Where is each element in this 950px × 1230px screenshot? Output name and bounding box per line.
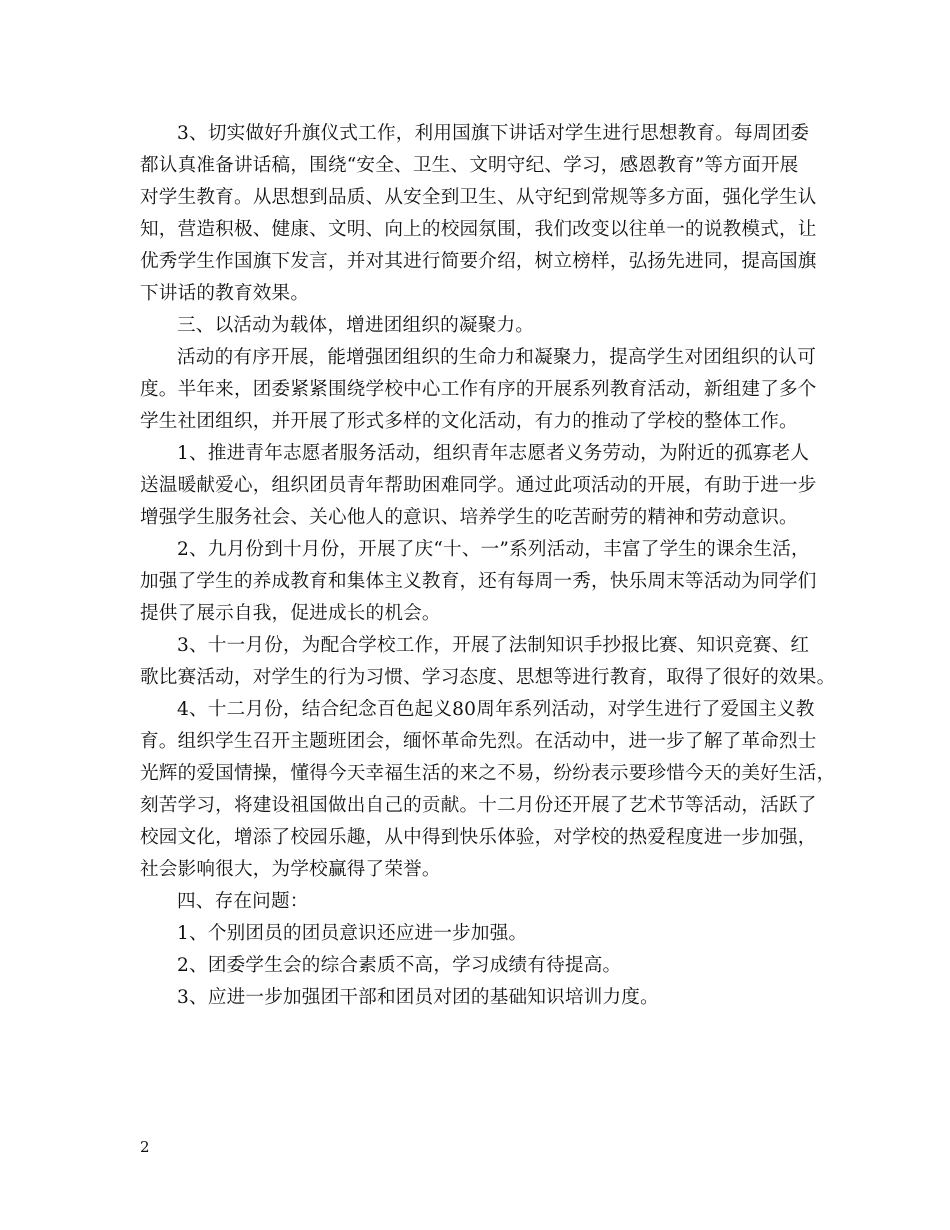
text-line: 提供了展示自我，促进成长的机会。 (140, 603, 441, 624)
text-line: 1、个别团员的团员意识还应进一步加强。 (177, 923, 528, 944)
text-line: 3、切实做好升旗仪式工作，利用国旗下讲话对学生进行思想教育。每周团委 (177, 123, 810, 144)
text-line: 育。组织学生召开主题班团会，缅怀革命先烈。在活动中，进一步了解了革命烈士 (140, 731, 817, 752)
text-line: 送温暖献爱心，组织团员青年帮助困难同学。通过此项活动的开展，有助于进一步 (140, 475, 817, 496)
text-line: 增强学生服务社会、关心他人的意识、培养学生的吃苦耐劳的精神和劳动意识。 (140, 507, 798, 528)
text-line: 校园文化，增添了校园乐趣，从中得到快乐体验，对学校的热爱程度进一步加强， (140, 827, 817, 848)
text-line: 度。半年来，团委紧紧围绕学校中心工作有序的开展系列教育活动，新组建了多个 (140, 379, 817, 400)
text-line: 四、存在问题： (177, 891, 309, 912)
text-line: 刻苦学习，将建设祖国做出自己的贡献。十二月份还开展了艺术节等活动，活跃了 (140, 795, 817, 816)
text-line: 加强了学生的养成教育和集体主义教育，还有每周一秀，快乐周末等活动为同学们 (140, 571, 817, 592)
text-line: 对学生教育。从思想到品质、从安全到卫生、从守纪到常规等多方面，强化学生认 (140, 187, 817, 208)
text-line: 歌比赛活动，对学生的行为习惯、学习态度、思想等进行教育，取得了很好的效果。 (140, 667, 836, 688)
text-line: 三、以活动为载体，增进团组织的凝聚力。 (177, 315, 535, 336)
text-line: 优秀学生作国旗下发言，并对其进行简要介绍，树立榜样，弘扬先进同，提高国旗 (140, 251, 817, 272)
text-line: 知，营造积极、健康、文明、向上的校园氛围，我们改变以往单一的说教模式，让 (140, 219, 817, 240)
text-line: 2、九月份到十月份，开展了庆“十、一”系列活动，丰富了学生的课余生活， (177, 539, 810, 560)
page-number: 2 (140, 1138, 150, 1156)
text-line: 1、推进青年志愿者服务活动，组织青年志愿者义务劳动，为附近的孤寡老人 (177, 443, 810, 464)
text-line: 2、团委学生会的综合素质不高，学习成绩有待提高。 (177, 955, 622, 976)
text-line: 都认真准备讲话稿，围绕“安全、卫生、文明守纪、学习，感恩教育”等方面开展 (140, 155, 799, 176)
text-line: 3、十一月份，为配合学校工作，开展了法制知识手抄报比赛、知识竞赛、红 (177, 635, 810, 656)
document-body (140, 118, 836, 1014)
text-line: 社会影响很大，为学校赢得了荣誉。 (140, 859, 441, 880)
text-line: 光辉的爱国情操，懂得今天幸福生活的来之不易，纷纷表示要珍惜今天的美好生活， (140, 763, 836, 784)
text-line: 4、十二月份，结合纪念百色起义80周年系列活动，对学生进行了爱国主义教 (177, 699, 815, 720)
text-line: 学生社团组织，并开展了形式多样的文化活动，有力的推动了学校的整体工作。 (140, 411, 798, 432)
text-line: 3、应进一步加强团干部和团员对团的基础知识培训力度。 (177, 987, 659, 1008)
text-line: 活动的有序开展，能增强团组织的生命力和凝聚力，提高学生对团组织的认可 (177, 347, 816, 368)
text-line: 下讲话的教育效果。 (140, 283, 310, 304)
